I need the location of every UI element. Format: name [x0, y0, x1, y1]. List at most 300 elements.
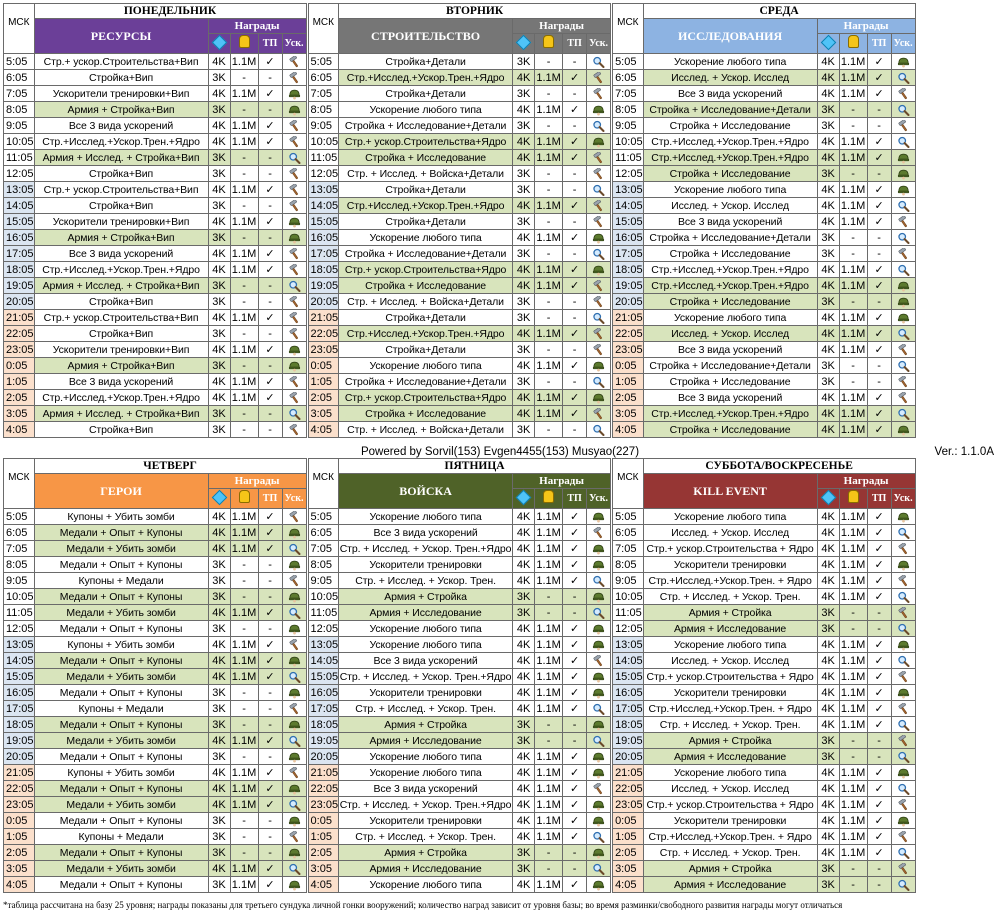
- gems-cell: 4K: [817, 829, 839, 845]
- task-cell: Медали + Опыт + Купоны: [34, 589, 208, 605]
- tp-cell: ✓: [258, 54, 282, 70]
- time-cell: 11:05: [4, 150, 35, 166]
- schedule-row: [4, 70, 307, 86]
- task-cell: Армия + Стройка+Вип: [34, 358, 208, 374]
- schedule-row: [4, 422, 307, 438]
- schedule-row: [613, 214, 916, 230]
- tp-cell: -: [563, 86, 587, 102]
- tp-cell: -: [258, 422, 282, 438]
- gold-cell: 1.1M: [536, 526, 561, 539]
- schedule-row: [613, 573, 916, 589]
- time-cell: 2:05: [308, 845, 339, 861]
- tp-cell: -: [258, 621, 282, 637]
- tp-cell: ✓: [867, 198, 891, 214]
- hammer-icon: [282, 765, 306, 781]
- tp-cell: ✓: [563, 669, 587, 685]
- time-cell: 3:05: [308, 406, 339, 422]
- schedule-row: [308, 262, 611, 278]
- time-cell: 12:05: [4, 621, 35, 637]
- task-cell: Ускорители тренировки: [643, 557, 817, 573]
- gems-cell: 3K: [208, 230, 230, 246]
- gems-cell: 4K: [513, 230, 535, 246]
- task-cell: Армия + Исследование: [339, 605, 513, 621]
- soldier-helmet-icon: [891, 166, 915, 182]
- schedule-row: [4, 358, 307, 374]
- schedule-row: [4, 278, 307, 294]
- task-cell: Стр.+ ускор.Строительства+Ядро: [339, 262, 513, 278]
- schedule-row: [308, 294, 611, 310]
- magnifier-icon: [282, 541, 306, 557]
- magnifier-icon: [282, 150, 306, 166]
- task-cell: Стр.+Исслед.+Ускор.Трен.+Ядро: [34, 262, 208, 278]
- gold-cell: 1.1M: [840, 183, 866, 196]
- day-table-friday: [308, 458, 612, 893]
- soldier-helmet-icon: [587, 134, 611, 150]
- gems-cell: 4K: [817, 701, 839, 717]
- time-cell: 3:05: [4, 861, 35, 877]
- schedule-row: [613, 605, 916, 621]
- schedule-row: [4, 621, 307, 637]
- gold-cell: 1.1M: [231, 263, 257, 276]
- gold-cell: -: [230, 278, 258, 294]
- task-cell: Все 3 вида ускорений: [34, 246, 208, 262]
- tp-cell: ✓: [563, 749, 587, 765]
- time-cell: 15:05: [613, 214, 644, 230]
- tp-header: ТП: [258, 489, 282, 509]
- gems-cell: 4K: [208, 86, 230, 102]
- day-name: ВТОРНИК: [339, 4, 611, 19]
- gems-cell: 3K: [817, 294, 839, 310]
- tp-cell: -: [258, 358, 282, 374]
- time-cell: 17:05: [4, 701, 35, 717]
- task-cell: Медали + Убить зомби: [34, 605, 208, 621]
- gems-cell: 4K: [513, 326, 535, 342]
- soldier-helmet-icon: [891, 422, 915, 438]
- gold-cell: -: [230, 557, 258, 573]
- soldier-helmet-icon: [891, 557, 915, 573]
- time-cell: 12:05: [308, 621, 339, 637]
- tp-cell: -: [563, 733, 587, 749]
- soldier-helmet-icon: [587, 621, 611, 637]
- time-cell: 15:05: [308, 669, 339, 685]
- time-cell: 19:05: [613, 278, 644, 294]
- time-cell: 21:05: [4, 310, 35, 326]
- time-cell: 22:05: [4, 326, 35, 342]
- soldier-helmet-icon: [587, 749, 611, 765]
- soldier-helmet-icon: [587, 390, 611, 406]
- magnifier-icon: [282, 605, 306, 621]
- schedule-row: [613, 246, 916, 262]
- schedule-row: [308, 861, 611, 877]
- gems-cell: 4K: [817, 54, 839, 70]
- tp-cell: ✓: [258, 637, 282, 653]
- task-cell: Ускорение любого типа: [339, 509, 513, 525]
- gold-cell: 1.1M: [840, 423, 866, 436]
- time-cell: 14:05: [308, 653, 339, 669]
- day-name: СУББОТА/ВОСКРЕСЕНЬЕ: [643, 459, 915, 474]
- gems-cell: 4K: [208, 765, 230, 781]
- hammer-icon: [282, 637, 306, 653]
- time-cell: 3:05: [613, 406, 644, 422]
- schedule-row: [4, 589, 307, 605]
- schedule-row: [613, 198, 916, 214]
- gold-cell: 1.1M: [536, 135, 561, 148]
- gold-bag-icon: [535, 489, 563, 509]
- tp-cell: ✓: [867, 829, 891, 845]
- time-cell: 22:05: [613, 326, 644, 342]
- magnifier-icon: [587, 118, 611, 134]
- gold-cell: 1.1M: [536, 279, 561, 292]
- task-cell: Стройка + Исследование+Детали: [643, 230, 817, 246]
- day-table-weekend: [612, 458, 916, 893]
- task-cell: Медали + Опыт + Купоны: [34, 525, 208, 541]
- time-cell: 5:05: [308, 54, 339, 70]
- time-cell: 19:05: [4, 733, 35, 749]
- tp-cell: ✓: [258, 797, 282, 813]
- time-cell: 4:05: [4, 422, 35, 438]
- soldier-helmet-icon: [891, 765, 915, 781]
- soldier-helmet-icon: [891, 54, 915, 70]
- task-cell: Исслед. + Ускор. Исслед: [643, 326, 817, 342]
- schedule-row: [308, 637, 611, 653]
- time-cell: 2:05: [613, 845, 644, 861]
- tp-cell: -: [563, 118, 587, 134]
- schedule-row: [4, 166, 307, 182]
- task-cell: Стр.+ ускор.Строительства+Вип: [34, 182, 208, 198]
- gold-cell: 1.1M: [536, 878, 561, 891]
- gold-cell: 1.1M: [536, 407, 561, 420]
- gems-cell: 3K: [208, 406, 230, 422]
- tp-cell: ✓: [563, 829, 587, 845]
- gems-cell: 4K: [817, 509, 839, 525]
- time-cell: 17:05: [4, 246, 35, 262]
- gold-cell: 1.1M: [840, 263, 866, 276]
- schedule-row: [613, 102, 916, 118]
- tp-cell: -: [563, 54, 587, 70]
- tp-cell: -: [563, 294, 587, 310]
- gold-cell: 1.1M: [840, 654, 866, 667]
- gold-cell: 1.1M: [840, 702, 866, 715]
- gold-cell: 1.1M: [231, 878, 257, 891]
- gems-cell: 4K: [817, 781, 839, 797]
- tp-cell: ✓: [867, 262, 891, 278]
- gems-cell: 3K: [208, 557, 230, 573]
- task-cell: Стр. + Исслед. + Ускор. Трен.+Ядро: [339, 670, 512, 683]
- soldier-helmet-icon: [282, 214, 306, 230]
- day-name: ЧЕТВЕРГ: [34, 459, 306, 474]
- soldier-helmet-icon: [282, 717, 306, 733]
- schedule-row: [613, 326, 916, 342]
- time-cell: 16:05: [308, 685, 339, 701]
- magnifier-icon: [891, 230, 915, 246]
- time-cell: 11:05: [308, 150, 339, 166]
- gems-cell: 4K: [208, 861, 230, 877]
- task-cell: Купоны + Медали: [34, 829, 208, 845]
- gems-cell: 4K: [208, 797, 230, 813]
- gems-cell: 3K: [817, 358, 839, 374]
- tp-cell: ✓: [867, 797, 891, 813]
- gold-cell: 1.1M: [536, 750, 561, 763]
- time-cell: 0:05: [613, 813, 644, 829]
- task-cell: Стр.+Исслед.+Ускор.Трен. + Ядро: [643, 829, 817, 845]
- time-cell: 15:05: [4, 669, 35, 685]
- gems-cell: 3K: [208, 278, 230, 294]
- schedule-row: [613, 294, 916, 310]
- task-cell: Медали + Опыт + Купоны: [34, 621, 208, 637]
- gold-cell: 1.1M: [231, 734, 257, 747]
- time-cell: 10:05: [613, 134, 644, 150]
- gold-cell: -: [839, 877, 867, 893]
- task-cell: Армия + Исслед. + Стройка+Вип: [34, 150, 208, 166]
- time-cell: 8:05: [4, 102, 35, 118]
- gold-cell: 1.1M: [231, 215, 257, 228]
- task-cell: Стр. + Исслед. + Ускор. Трен.: [339, 701, 513, 717]
- schedule-row: [613, 701, 916, 717]
- gems-cell: 4K: [817, 653, 839, 669]
- tp-cell: ✓: [258, 390, 282, 406]
- time-cell: 8:05: [4, 557, 35, 573]
- gold-cell: -: [535, 861, 563, 877]
- schedule-row: [4, 525, 307, 541]
- gold-cell: 1.1M: [536, 654, 561, 667]
- magnifier-icon: [891, 134, 915, 150]
- diamond-icon: [208, 489, 230, 509]
- task-cell: Стройка + Исследование: [339, 150, 513, 166]
- tp-cell: ✓: [258, 541, 282, 557]
- task-cell: Ускорители тренировки: [339, 685, 513, 701]
- gold-cell: -: [535, 166, 563, 182]
- gems-cell: 4K: [513, 621, 535, 637]
- time-cell: 5:05: [613, 54, 644, 70]
- time-cell: 18:05: [308, 717, 339, 733]
- tp-cell: ✓: [563, 557, 587, 573]
- time-cell: 6:05: [308, 525, 339, 541]
- soldier-helmet-icon: [282, 86, 306, 102]
- hammer-icon: [282, 70, 306, 86]
- gems-cell: 3K: [208, 166, 230, 182]
- gold-cell: -: [230, 573, 258, 589]
- gems-cell: 3K: [208, 749, 230, 765]
- gold-cell: 1.1M: [536, 766, 561, 779]
- hammer-icon: [282, 829, 306, 845]
- gold-cell: 1.1M: [840, 327, 866, 340]
- schedule-row: [613, 262, 916, 278]
- task-cell: Стройка+Детали: [339, 54, 513, 70]
- schedule-row: [4, 230, 307, 246]
- time-cell: 17:05: [613, 701, 644, 717]
- gold-cell: 1.1M: [840, 814, 866, 827]
- tp-header: ТП: [563, 489, 587, 509]
- gold-cell: 1.1M: [536, 151, 561, 164]
- task-cell: Стройка+Детали: [339, 310, 513, 326]
- schedule-row: [4, 294, 307, 310]
- soldier-helmet-icon: [587, 557, 611, 573]
- task-cell: Армия + Исследование: [643, 749, 817, 765]
- time-cell: 9:05: [4, 118, 35, 134]
- tp-cell: ✓: [563, 621, 587, 637]
- schedule-row: [308, 621, 611, 637]
- gems-cell: 4K: [817, 717, 839, 733]
- schedule-row: [613, 765, 916, 781]
- soldier-helmet-icon: [587, 669, 611, 685]
- gold-cell: -: [230, 813, 258, 829]
- tp-cell: ✓: [258, 765, 282, 781]
- hammer-icon: [891, 861, 915, 877]
- time-cell: 22:05: [308, 326, 339, 342]
- task-cell: Медали + Опыт + Купоны: [34, 557, 208, 573]
- magnifier-icon: [282, 861, 306, 877]
- schedule-row: [4, 541, 307, 557]
- gems-cell: 3K: [817, 621, 839, 637]
- schedule-row: [613, 230, 916, 246]
- gold-cell: -: [535, 294, 563, 310]
- task-cell: Исслед. + Ускор. Исслед: [643, 781, 817, 797]
- gold-cell: 1.1M: [231, 343, 257, 356]
- gold-cell: 1.1M: [231, 654, 257, 667]
- task-cell: Стройка+Вип: [34, 70, 208, 86]
- schedule-row: [613, 813, 916, 829]
- tp-cell: -: [258, 166, 282, 182]
- gold-cell: 1.1M: [231, 862, 257, 875]
- schedule-row: [308, 653, 611, 669]
- gems-cell: 4K: [817, 326, 839, 342]
- gems-cell: 3K: [513, 717, 535, 733]
- time-cell: 18:05: [4, 262, 35, 278]
- task-cell: Купоны + Убить зомби: [34, 637, 208, 653]
- gems-cell: 4K: [817, 637, 839, 653]
- magnifier-icon: [587, 310, 611, 326]
- time-cell: 21:05: [613, 765, 644, 781]
- gems-cell: 4K: [513, 390, 535, 406]
- time-cell: 13:05: [308, 182, 339, 198]
- gold-cell: 1.1M: [536, 814, 561, 827]
- gems-cell: 4K: [513, 781, 535, 797]
- task-cell: Ускорение любого типа: [643, 765, 817, 781]
- gold-cell: -: [839, 246, 867, 262]
- magnifier-icon: [891, 326, 915, 342]
- time-cell: 11:05: [613, 150, 644, 166]
- gold-cell: -: [535, 845, 563, 861]
- schedule-row: [4, 342, 307, 358]
- magnifier-icon: [587, 246, 611, 262]
- time-cell: 3:05: [4, 406, 35, 422]
- tp-cell: -: [867, 605, 891, 621]
- time-cell: 4:05: [613, 877, 644, 893]
- schedule-row: [613, 310, 916, 326]
- gold-bag-icon: [839, 34, 867, 54]
- gold-cell: 1.1M: [840, 766, 866, 779]
- hammer-icon: [891, 118, 915, 134]
- tp-cell: ✓: [258, 781, 282, 797]
- schedule-row: [308, 509, 611, 525]
- schedule-row: [308, 182, 611, 198]
- schedule-row: [4, 214, 307, 230]
- gold-cell: -: [535, 717, 563, 733]
- task-cell: Медали + Опыт + Купоны: [34, 813, 208, 829]
- tp-cell: ✓: [867, 310, 891, 326]
- soldier-helmet-icon: [891, 182, 915, 198]
- schedule-row: [613, 877, 916, 893]
- gems-cell: 3K: [208, 326, 230, 342]
- hammer-icon: [891, 829, 915, 845]
- gold-cell: 1.1M: [840, 199, 866, 212]
- gems-cell: 3K: [513, 733, 535, 749]
- soldier-helmet-icon: [587, 262, 611, 278]
- usk-header: Уск.: [282, 34, 306, 54]
- schedule-row: [308, 374, 611, 390]
- time-cell: 1:05: [613, 829, 644, 845]
- gems-cell: 4K: [817, 669, 839, 685]
- gems-cell: 3K: [513, 589, 535, 605]
- gold-cell: 1.1M: [231, 247, 257, 260]
- tp-cell: ✓: [563, 765, 587, 781]
- schedule-row: [4, 150, 307, 166]
- soldier-helmet-icon: [587, 102, 611, 118]
- time-cell: 5:05: [4, 54, 35, 70]
- time-cell: 3:05: [613, 861, 644, 877]
- task-cell: Медали + Опыт + Купоны: [34, 877, 208, 893]
- day-theme: СТРОИТЕЛЬСТВО: [339, 19, 513, 54]
- task-cell: Стр.+ ускор.Строительства+Ядро: [339, 390, 513, 406]
- hammer-icon: [587, 150, 611, 166]
- tp-cell: ✓: [258, 861, 282, 877]
- tp-cell: -: [867, 358, 891, 374]
- tp-cell: -: [258, 829, 282, 845]
- task-cell: Стройка+Детали: [339, 86, 513, 102]
- task-cell: Все 3 вида ускорений: [339, 653, 513, 669]
- magnifier-icon: [891, 358, 915, 374]
- task-cell: Стр. + Исслед. + Ускор. Трен.: [643, 845, 817, 861]
- tp-cell: -: [563, 605, 587, 621]
- task-cell: Медали + Убить зомби: [34, 733, 208, 749]
- gold-cell: -: [230, 358, 258, 374]
- schedule-row: [613, 861, 916, 877]
- gems-cell: 4K: [513, 150, 535, 166]
- schedule-row: [308, 70, 611, 86]
- gold-cell: 1.1M: [536, 798, 561, 811]
- time-cell: 0:05: [613, 358, 644, 374]
- schedule-row: [613, 669, 916, 685]
- tp-cell: -: [258, 70, 282, 86]
- task-cell: Купоны + Убить зомби: [34, 765, 208, 781]
- task-cell: Медали + Опыт + Купоны: [34, 653, 208, 669]
- tp-cell: -: [563, 374, 587, 390]
- tp-cell: -: [258, 589, 282, 605]
- gold-cell: -: [535, 86, 563, 102]
- gold-cell: -: [230, 230, 258, 246]
- task-cell: Стр. + Исслед. + Ускор. Трен.+Ядро: [339, 542, 512, 555]
- task-cell: Купоны + Медали: [34, 701, 208, 717]
- schedule-row: [613, 70, 916, 86]
- gems-cell: 4K: [817, 422, 839, 438]
- tp-cell: -: [258, 150, 282, 166]
- gold-cell: 1.1M: [536, 558, 561, 571]
- time-cell: 21:05: [308, 765, 339, 781]
- gold-cell: 1.1M: [536, 830, 561, 843]
- gold-cell: 1.1M: [840, 526, 866, 539]
- schedule-row: [613, 182, 916, 198]
- tp-cell: ✓: [867, 557, 891, 573]
- tp-cell: -: [867, 246, 891, 262]
- tp-cell: -: [258, 278, 282, 294]
- tp-cell: -: [867, 102, 891, 118]
- gold-cell: 1.1M: [231, 55, 257, 68]
- schedule-row: [613, 118, 916, 134]
- time-cell: 7:05: [308, 86, 339, 102]
- gold-cell: 1.1M: [231, 119, 257, 132]
- soldier-helmet-icon: [282, 685, 306, 701]
- task-cell: Стр. + Исслед. + Войска+Детали: [339, 294, 513, 310]
